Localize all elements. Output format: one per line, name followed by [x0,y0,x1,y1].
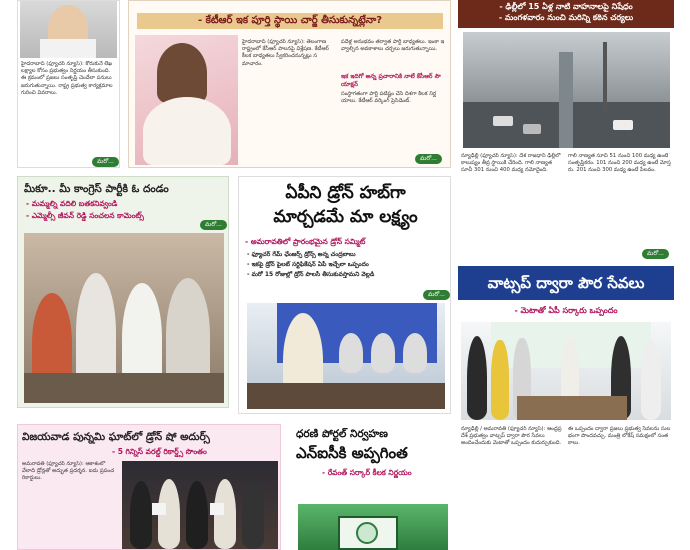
pollution-photo [463,32,670,148]
drone-more-button[interactable]: మరో... [423,290,450,300]
top-left-photo [20,1,117,58]
congress-headline: మీకూ.. మీ కాంగ్రెస్ పార్టీకి ఓ దండం [24,183,169,195]
vijayawada-panel [17,424,281,550]
ktr-subhead: ఇక ఇదిగో అన్న ప్రచారానికి నాలే కేసీఆర్ సౌ యాక్షన్ [341,73,441,88]
congress-sub-1: - మమ్మల్ని వదిలి బతకనివ్వండి [26,199,118,208]
pollution-more-button[interactable]: మరో... [642,249,669,259]
drone-bullet-2: - ఇకపై డ్రోన్ పైలట్ సర్టిఫికేషన్ ఏపీ ఇచ్చేలా ఒప్పందం [247,261,369,268]
whatsapp-photo [461,322,671,420]
dharani-sub: - రేవంత్ సర్కార్ కీలక నిర్ణయం [322,468,412,477]
drone-photo [247,303,445,409]
drone-headline-1: ఏపీని డ్రోన్ హబ్‌గా [285,183,406,203]
vijayawada-headline: విజయవాడ పున్నమి ఘాట్‌లో డ్రోన్ షో అదుర్స్ [22,431,210,443]
dharani-photo [298,504,448,550]
drone-bullet-3: - మరో 15 రోజుల్లో డ్రోన్ పాలసీ తీసుకువస్తామని వెల్లడి [247,271,375,278]
dharani-headline-2: ఎన్ఐసీకి అప్పగింత [296,444,408,462]
congress-photo [24,233,224,403]
ktr-text-1: హైదరాబాద్ (ఫ్యూచర్ న్యూస్): తెలంగాణ రాష్ట్రంలో కేసీఆర్ పాలనపై విశ్లేషణ. కేటీఆర్ కీలక బాధ్యతలు స్వీకరించనున్నట్లు సమాచారం. [242,39,329,67]
ktr-text-3: సంస్థాగతంగా పార్టీ పటిష్టం చేసే దిశగా కీలక నిర్ణయాలు. కేటీఆర్ వర్కింగ్ ప్రెసిడెంట్. [341,91,437,105]
whatsapp-panel [458,266,674,550]
vijayawada-text: అమరావతి (ఫ్యూచర్ న్యూస్): ఆకాశంలో వేలాది డ్రోన్లతో అద్భుత ప్రదర్శన. ఐదు ప్రపంచ రికార్డులు. [22,461,115,482]
dharani-headline-1: ధరణి పోర్టల్ నిర్వహణ [296,428,388,440]
pollution-headline-2: - మంగళవారం నుంచి మరిన్ని కఠిన చర్యలు [498,13,634,22]
top-left-panel [17,0,120,168]
pollution-headline-1: - ఢిల్లీలో 15 ఏళ్ల నాటి వాహనాలపై నిషేధం [499,2,633,11]
ktr-text-2: పదేళ్ల అనుభవం తర్వాత పార్టీ బాధ్యతలు. ఇంకా ఇవ్వాల్సిన అవకాశాలు చర్చలు జరుగుతున్నాయి. [341,39,445,53]
whatsapp-text-1: న్యూఢిల్లీ / అమరావతి (ఫ్యూచర్ న్యూస్): ఆంధ్రప్రదేశ్ ప్రభుత్వం వాట్సప్ ద్వారా పౌర సేవలు అందించేందుకు మెటాతో ఒప్పందం కుదుర్చుకుంది. [461,426,562,447]
ktr-panel [128,0,451,168]
drone-bullet-1: - ఫ్యూచర్ గేమ్ ఛేంజర్స్ డ్రోన్స్ అన్న చంద్రబాబు [247,251,356,258]
top-left-text: హైదరాబాద్ (ఫ్యూచర్ న్యూస్): కోరుకునే లేఖ లక్ష్యాల కోసం ప్రభుత్వం నిర్ణయం తీసుకుంది. ఈ క్రమంలో ప్రజలు సంతృప్తి చెందేలా పనులు జరుగుతున్నాయి. రాష్ట్ర ప్రభుత్వ కార్యక్రమాల గురించి వివరాలు. [21,61,113,96]
whatsapp-sub: - మెటాతో ఏపీ సర్కారు ఒప్పందం [514,306,618,315]
ktr-headline: - కేటీఆర్ ఇక పూర్తి స్థాయి చార్జ్ తీసుకున్నట్లేనా? [137,13,443,29]
whatsapp-headline: వాట్సప్ ద్వారా పౌర సేవలు [458,266,674,300]
dharani-panel [292,424,452,550]
ktr-more-button[interactable]: మరో... [415,154,442,164]
pollution-text-1: న్యూఢిల్లీ (ఫ్యూచర్ న్యూస్): దేశ రాజధాని ఢిల్లీలో కాలుష్యం తీవ్ర స్థాయికి చేరింది. గాలి నాణ్యత సూచీ 301 నుంచి 400 మధ్య నమోదైంది. [461,153,561,174]
drone-panel [238,176,451,414]
vijayawada-photo [122,461,278,549]
ktr-photo [135,35,238,165]
drone-headline-2: మార్చడమే మా లక్ష్యం [273,207,418,227]
whatsapp-text-2: ఈ ఒప్పందం ద్వారా ప్రజలు ప్రభుత్వ సేవలను సులభంగా పొందవచ్చు. మంత్రి లోకేష్ సమక్షంలో సంతకాలు. [568,426,671,447]
pollution-text-2: గాలి నాణ్యత సూచీ 51 నుంచి 100 మధ్య ఉంటే సంతృప్తికరం. 101 నుంచి 200 మధ్య ఉంటే మోస్తరు. 201 నుంచి 300 మధ్య ఉంటే పేలవం. [568,153,671,174]
congress-more-button[interactable]: మరో... [200,220,227,230]
drone-sub-1: - అమరావతిలో ప్రారంభమైన డ్రోన్ సమ్మిట్ [245,237,366,246]
congress-panel [17,176,229,408]
top-left-more-button[interactable]: మరో... [92,157,119,167]
vijayawada-sub: - 5 గిన్నిస్ వరల్డ్ రికార్డ్స్ సొంతం [112,447,207,456]
congress-sub-2: - ఎమ్మెల్సీ జీవన్ రెడ్డి సంచలన కామెంట్స్ [26,211,144,220]
pollution-panel [458,0,674,262]
pollution-header [458,0,674,28]
